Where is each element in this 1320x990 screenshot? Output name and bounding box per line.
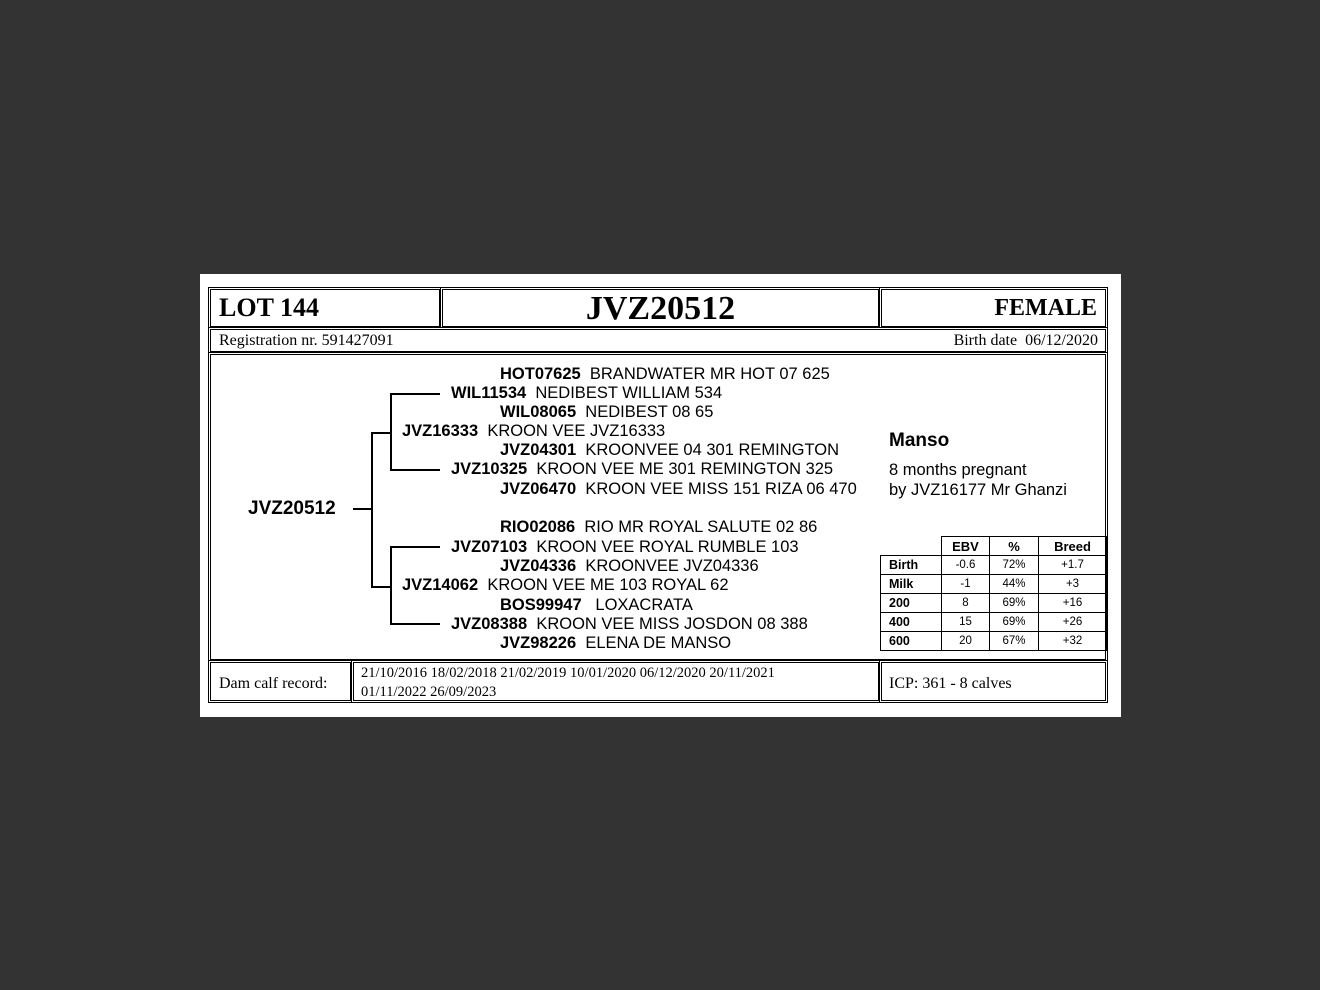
code: JVZ04336: [500, 557, 577, 575]
breed-value: +26: [1039, 613, 1107, 632]
ebv-value: 20: [942, 632, 990, 651]
code: JVZ10325: [451, 460, 528, 478]
ebv-value: 15: [942, 613, 990, 632]
name: KROON VEE ME 301 REMINGTON 325: [536, 460, 834, 478]
sire-bracket: [390, 393, 392, 470]
calf-record-dates-1: 21/10/2016 18/02/2018 21/02/2019 10/01/2020 06/12/2020 20/11/2021: [361, 665, 775, 681]
code: WIL08065: [500, 403, 577, 421]
name: NEDIBEST 08 65: [585, 403, 714, 421]
calf-record-label: Dam calf record:: [219, 675, 328, 692]
pedigree-dam-dam: [451, 615, 808, 634]
name: ELENA DE MANSO: [585, 634, 732, 652]
pedigree-dam-sire-sire: [500, 518, 817, 537]
code: JVZ98226: [500, 634, 577, 652]
pedigree-dam-sire: [451, 538, 799, 557]
name: KROON VEE ME 103 ROYAL 62: [487, 576, 729, 594]
dam-sire-connector: [390, 546, 440, 548]
pct-value: 69%: [990, 613, 1039, 632]
pct-value: 69%: [990, 594, 1039, 613]
sire-connector: [371, 432, 390, 434]
breed-header: Breed: [1039, 537, 1107, 556]
pregnancy-sire: by JVZ16177 Mr Ghanzi: [889, 481, 1067, 499]
pedigree-sire-sire-sire: [500, 365, 830, 384]
name: KROON VEE MISS JOSDON 08 388: [536, 615, 808, 633]
dam-dam-connector: [390, 623, 440, 625]
code: BOS99947: [500, 596, 582, 614]
sire-dam-connector: [390, 469, 440, 471]
breed-value: +1.7: [1039, 556, 1107, 575]
code: JVZ08388: [451, 615, 528, 633]
table-row: [881, 632, 1107, 651]
row-label: 600: [881, 632, 942, 651]
lot-card: [200, 274, 1121, 717]
name: KROONVEE 04 301 REMINGTON: [585, 441, 840, 459]
name: KROONVEE JVZ04336: [585, 557, 759, 575]
pct-value: 72%: [990, 556, 1039, 575]
pedigree-dam-dam-sire: [500, 596, 693, 615]
ebv-header: EBV: [942, 537, 990, 556]
pedigree-dam: [402, 576, 729, 595]
lot-number: LOT 144: [219, 293, 319, 322]
pedigree-sire: [402, 422, 665, 441]
pedigree-sire-sire: [451, 384, 722, 403]
pedigree-sire-dam: [451, 460, 833, 479]
code: JVZ07103: [451, 538, 528, 556]
dam-connector: [371, 586, 390, 588]
name: KROON VEE MISS 151 RIZA 06 470: [585, 480, 857, 498]
sire-sire-connector: [390, 393, 440, 395]
birth-date-value: 06/12/2020: [1025, 332, 1098, 349]
row-label: Milk: [881, 575, 942, 594]
ebv-corner: [881, 537, 942, 556]
breed-value: +32: [1039, 632, 1107, 651]
pedigree-sire-dam-sire: [500, 441, 839, 460]
breed-value: +3: [1039, 575, 1107, 594]
pregnancy-status: 8 months pregnant: [889, 461, 1027, 479]
pedigree-dam-dam-dam: [500, 634, 731, 653]
ebv-value: 8: [942, 594, 990, 613]
table-row: [881, 556, 1107, 575]
code: HOT07625: [500, 365, 581, 383]
registration-number: Registration nr. 591427091: [219, 332, 394, 349]
code: WIL11534: [451, 384, 527, 402]
pct-value: 44%: [990, 575, 1039, 594]
table-row: [881, 613, 1107, 632]
code: JVZ04301: [500, 441, 577, 459]
pct-header: %: [990, 537, 1039, 556]
main-bracket: [371, 432, 373, 587]
ebv-value: -1: [942, 575, 990, 594]
birth-date: [954, 332, 1098, 350]
animal-id-title: JVZ20512: [585, 290, 736, 327]
sex-label: FEMALE: [994, 295, 1097, 321]
icp-value: ICP: 361 - 8 calves: [889, 675, 1012, 692]
ebv-table-header: [881, 537, 1107, 556]
code: JVZ06470: [500, 480, 577, 498]
breed-value: +16: [1039, 594, 1107, 613]
name: NEDIBEST WILLIAM 534: [535, 384, 723, 402]
table-row: [881, 594, 1107, 613]
name: LOXACRATA: [595, 596, 693, 614]
name: BRANDWATER MR HOT 07 625: [589, 365, 830, 383]
calf-record-dates-2: 01/11/2022 26/09/2023: [361, 684, 497, 700]
row-label: Birth: [881, 556, 942, 575]
table-row: [881, 575, 1107, 594]
pedigree-sire-dam-dam: [500, 480, 857, 499]
pedigree-animal: JVZ20512: [248, 498, 336, 519]
name: KROON VEE JVZ16333: [487, 422, 666, 440]
row-label: 400: [881, 613, 942, 632]
name: RIO MR ROYAL SALUTE 02 86: [584, 518, 818, 536]
pedigree-sire-sire-dam: [500, 403, 713, 422]
row-label: 200: [881, 594, 942, 613]
breeder-name: Manso: [889, 430, 950, 451]
code: RIO02086: [500, 518, 576, 536]
animal-connector: [353, 508, 372, 510]
name: KROON VEE ROYAL RUMBLE 103: [536, 538, 799, 556]
ebv-value: -0.6: [942, 556, 990, 575]
ebv-table: [880, 536, 1107, 651]
birth-date-label: Birth date: [953, 332, 1018, 349]
code: JVZ14062: [402, 576, 479, 594]
dam-bracket: [390, 546, 392, 624]
code: JVZ16333: [402, 422, 479, 440]
pedigree-dam-sire-dam: [500, 557, 759, 576]
pct-value: 67%: [990, 632, 1039, 651]
